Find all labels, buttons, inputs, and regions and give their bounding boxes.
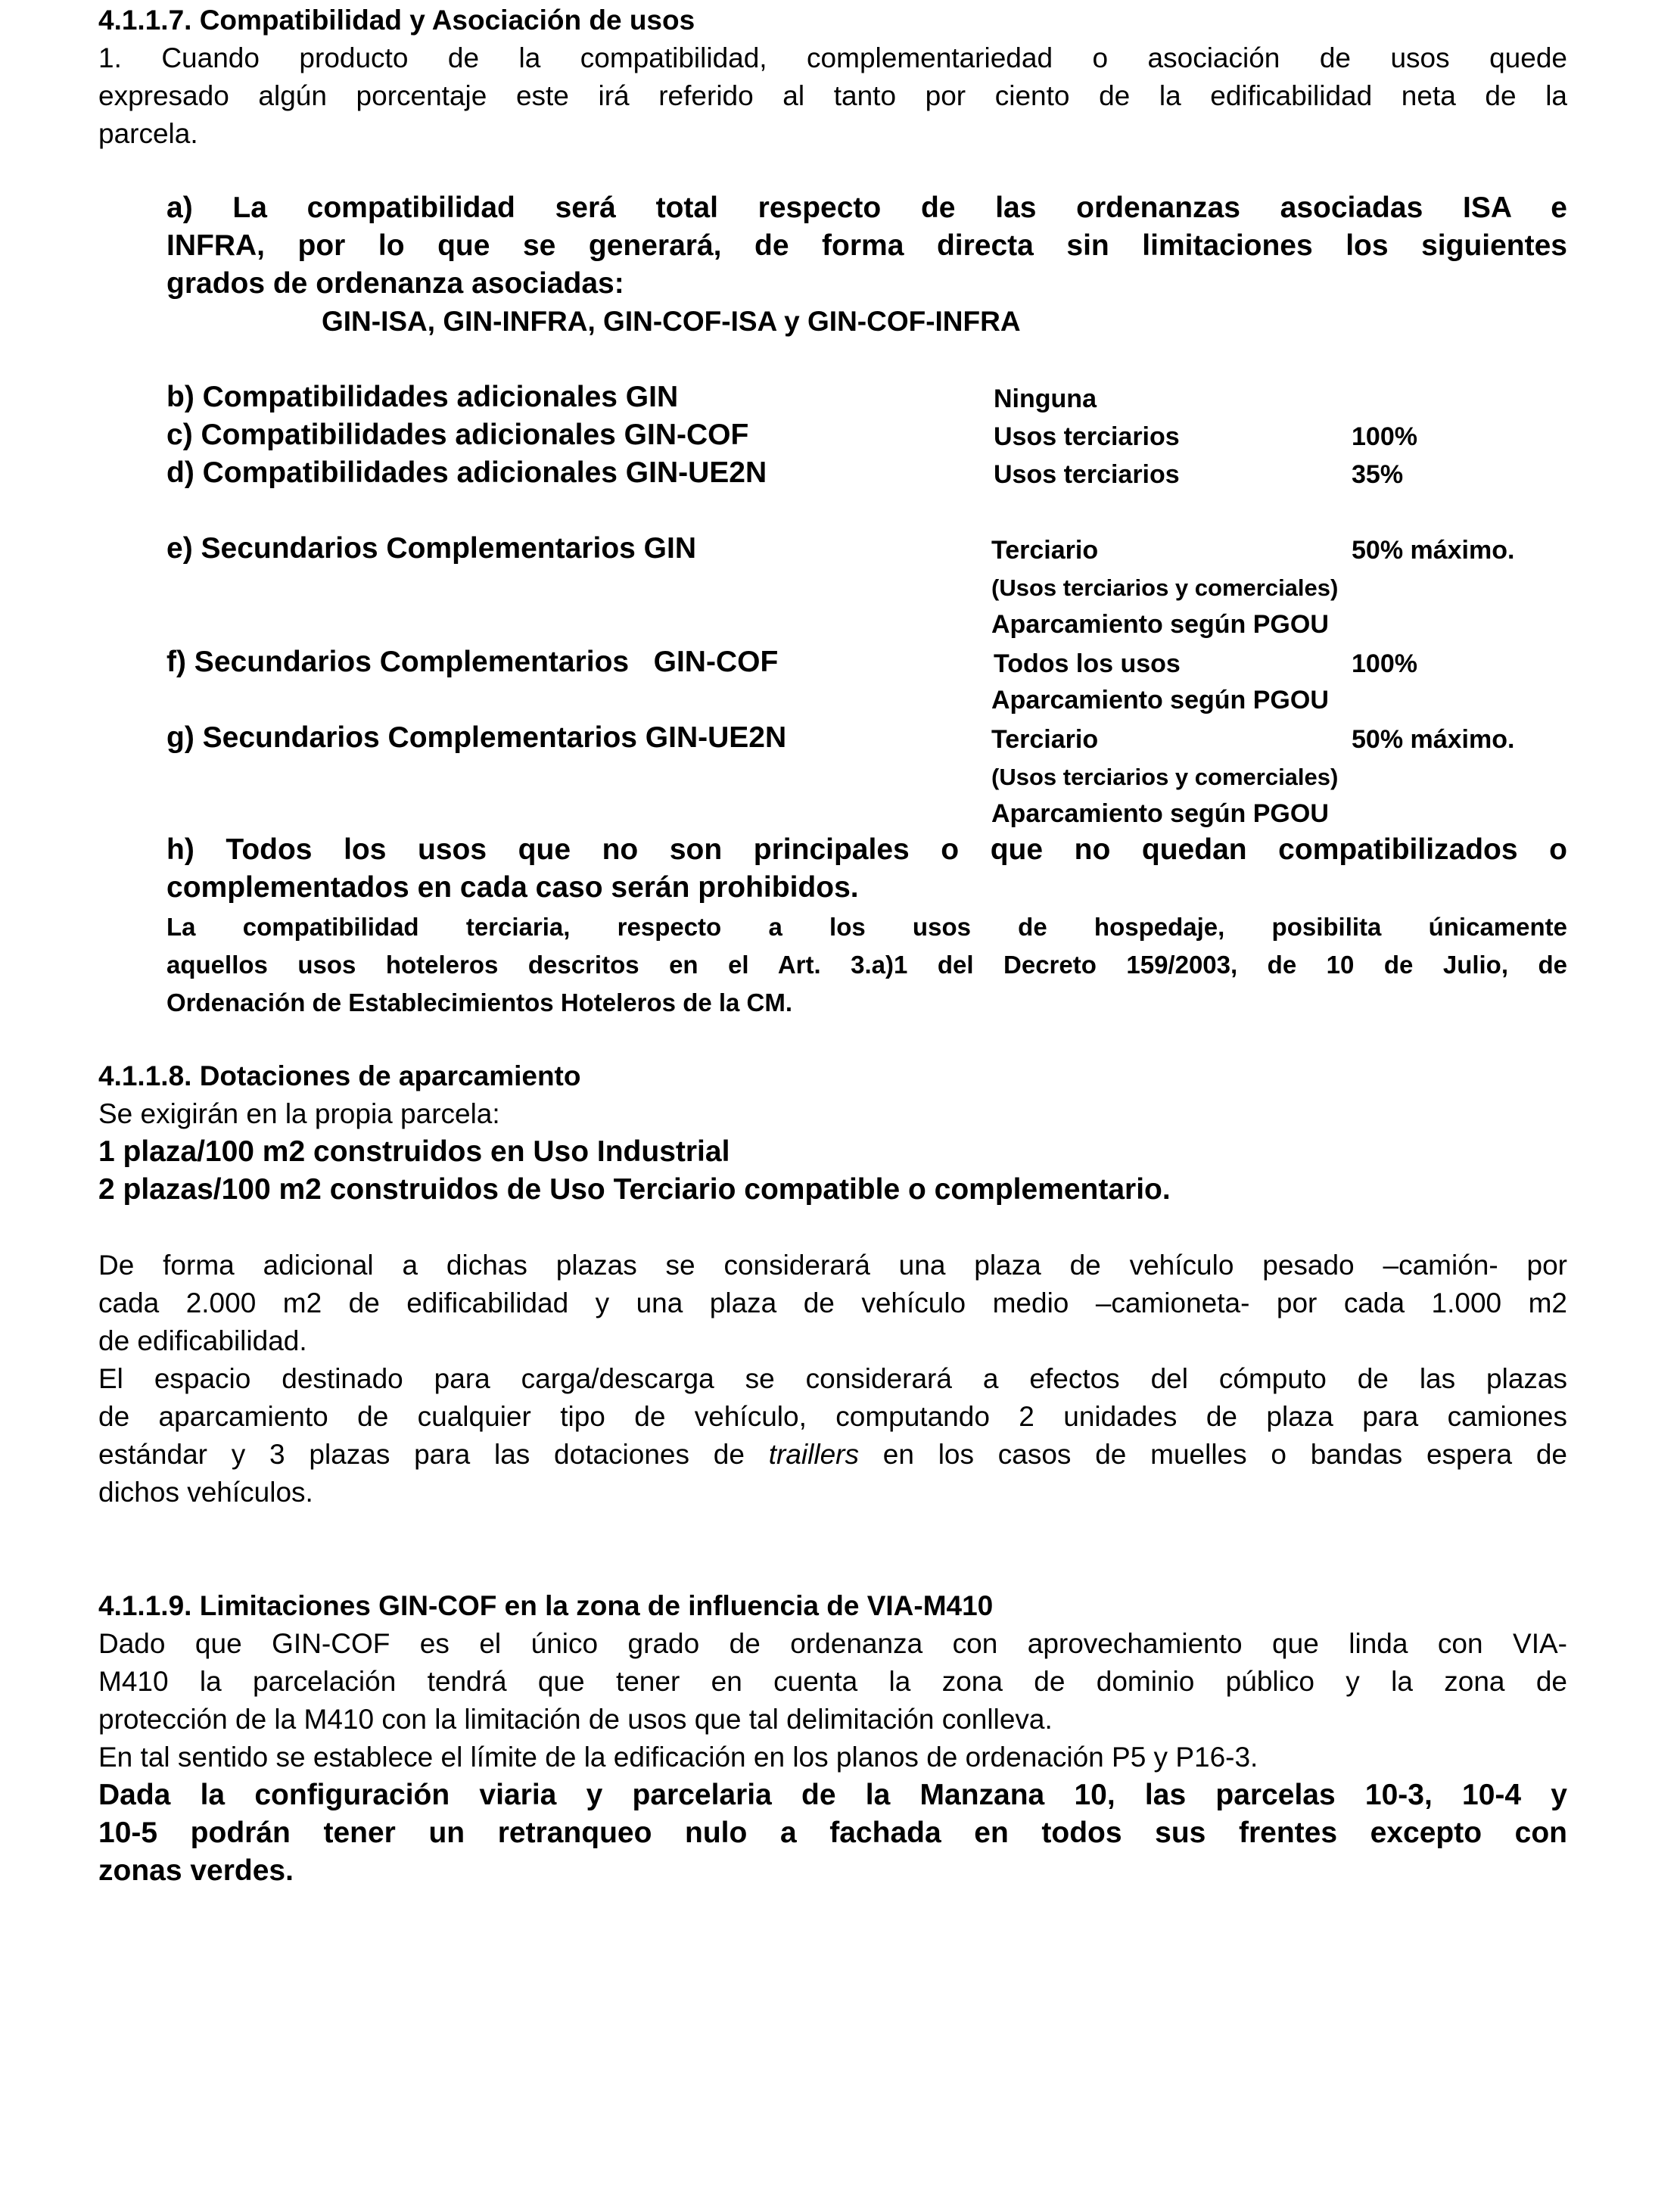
secondary-row-f-label: f) Secundarios Complementarios GIN-COF — [166, 646, 779, 678]
text-line: parcela. — [98, 118, 198, 149]
text-line: a) La compatibilidad será total respecto de las ordenanzas asociadas ISA e — [166, 191, 1567, 224]
secondary-row-e-label: e) Secundarios Complementarios GIN — [166, 532, 697, 565]
parking-rule-industrial: 1 plaza/100 m2 construidos en Uso Industrial — [98, 1135, 730, 1168]
secondary-row-g-use: Terciario — [991, 725, 1099, 754]
section-title-4118: 4.1.1.8. Dotaciones de aparcamiento — [98, 1060, 581, 1091]
secondary-row-e-note: (Usos terciarios y comerciales) — [991, 574, 1339, 601]
additional-parking-paragraph — [98, 1247, 1567, 1360]
text-segment: estándar y 3 plazas para las dotaciones de — [98, 1439, 769, 1470]
building-limit-line: En tal sentido se establece el límite de la edificación en los planos de ordenación P5 y P16-3. — [98, 1742, 1258, 1773]
loading-area-paragraph — [98, 1360, 1567, 1511]
secondary-row-f-parking: Aparcamiento según PGOU — [991, 686, 1329, 714]
item-a-paragraph — [166, 189, 1567, 303]
compat-row-b-use: Ninguna — [994, 384, 1097, 413]
text-line: 10-5 podrán tener un retranqueo nulo a fachada en todos sus frentes excepto con — [98, 1817, 1567, 1849]
text-segment: en los casos de muelles o bandas espera de — [858, 1439, 1568, 1470]
compat-row-c-pct: 100% — [1352, 422, 1417, 451]
text-line: La compatibilidad terciaria, respecto a los usos de hospedaje, posibilita únicamente — [166, 913, 1567, 941]
text-line: INFRA, por lo que se generará, de forma directa sin limitaciones los siguientes — [166, 229, 1567, 262]
hotel-note-paragraph — [166, 908, 1567, 1022]
text-line: M410 la parcelación tendrá que tener en cuenta la zona de dominio público y la zona de — [98, 1666, 1567, 1697]
parking-intro: Se exigirán en la propia parcela: — [98, 1098, 500, 1129]
secondary-row-g-note: (Usos terciarios y comerciales) — [991, 764, 1339, 790]
via-m410-paragraph — [98, 1625, 1567, 1739]
section-title-4119: 4.1.1.9. Limitaciones GIN-COF en la zona de influencia de VIA-M410 — [98, 1590, 994, 1621]
section-title-4117: 4.1.1.7. Compatibilidad y Asociación de usos — [98, 5, 695, 36]
text-line: cada 2.000 m2 de edificabilidad y una plaza de vehículo medio –camioneta- por cada 1.000 m2 — [98, 1287, 1567, 1318]
secondary-row-g-parking: Aparcamiento según PGOU — [991, 799, 1329, 828]
text-line: protección de la M410 con la limitación de usos que tal delimitación conlleva. — [98, 1704, 1053, 1735]
text-line: zonas verdes. — [98, 1854, 294, 1887]
text-line: 1. Cuando producto de la compatibilidad, complementariedad o asociación de usos quede — [98, 42, 1567, 73]
secondary-row-g-pct: 50% máximo. — [1352, 725, 1515, 754]
manzana-10-paragraph — [98, 1776, 1567, 1890]
text-line: aquellos usos hoteleros descritos en el Art. 3.a)1 del Decreto 159/2003, de 10 de Julio, de — [166, 951, 1567, 979]
secondary-row-g-label: g) Secundarios Complementarios GIN-UE2N — [166, 721, 787, 754]
text-line: Dado que GIN-COF es el único grado de ordenanza con aprovechamiento que linda con VIA- — [98, 1628, 1567, 1659]
text-line: de aparcamiento de cualquier tipo de vehículo, computando 2 unidades de plaza para camiones — [98, 1401, 1567, 1432]
secondary-row-e-use: Terciario — [991, 536, 1099, 565]
item-a-grades: GIN-ISA, GIN-INFRA, GIN-COF-ISA y GIN-COF-INFRA — [322, 306, 1021, 337]
text-line: De forma adicional a dichas plazas se considerará una plaza de vehículo pesado –camión- por — [98, 1250, 1567, 1281]
text-line: grados de ordenanza asociadas: — [166, 267, 624, 300]
text-line-with-italic — [98, 1436, 1567, 1474]
secondary-row-e-pct: 50% máximo. — [1352, 536, 1515, 565]
item-h-paragraph — [166, 831, 1567, 907]
compat-row-d-label: d) Compatibilidades adicionales GIN-UE2N — [166, 456, 767, 489]
compat-row-b-label: b) Compatibilidades adicionales GIN — [166, 381, 679, 413]
text-line: h) Todos los usos que no son principales o que no quedan compatibilizados o — [166, 833, 1567, 866]
parking-rule-tertiary: 2 plazas/100 m2 construidos de Uso Terciario compatible o complementario. — [98, 1173, 1171, 1206]
text-line: complementados en cada caso serán prohibidos. — [166, 871, 859, 904]
compat-row-c-label: c) Compatibilidades adicionales GIN-COF — [166, 419, 749, 451]
compat-row-d-use: Usos terciarios — [994, 460, 1180, 489]
text-line: Ordenación de Establecimientos Hoteleros de la CM. — [166, 988, 793, 1016]
compat-row-d-pct: 35% — [1352, 460, 1404, 489]
paragraph-intro-4117 — [98, 39, 1567, 153]
italic-term-traillers: traillers — [768, 1439, 859, 1470]
text-line: dichos vehículos. — [98, 1477, 313, 1508]
secondary-row-f-pct: 100% — [1352, 649, 1417, 678]
secondary-row-f-use: Todos los usos — [994, 649, 1181, 678]
text-line: El espacio destinado para carga/descarga se considerará a efectos del cómputo de las plazas — [98, 1363, 1567, 1394]
text-line: Dada la configuración viaria y parcelaria de la Manzana 10, las parcelas 10-3, 10-4 y — [98, 1779, 1567, 1811]
text-line: expresado algún porcentaje este irá referido al tanto por ciento de la edificabilidad neta de la — [98, 80, 1567, 111]
secondary-row-e-parking: Aparcamiento según PGOU — [991, 610, 1329, 639]
compat-row-c-use: Usos terciarios — [994, 422, 1180, 451]
text-line: de edificabilidad. — [98, 1325, 307, 1356]
